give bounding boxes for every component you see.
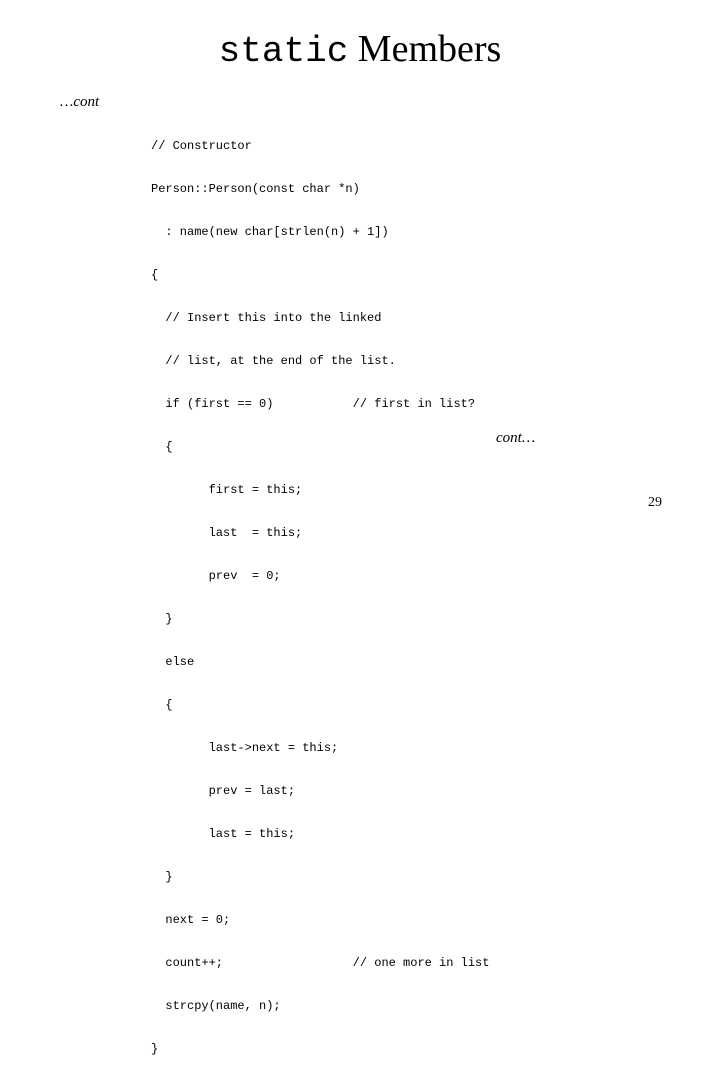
slide-title-text: Members	[357, 28, 502, 70]
code-line: else	[151, 655, 195, 670]
code-line: {	[151, 439, 173, 454]
code-line: strcpy(name, n);	[151, 999, 281, 1014]
code-line: : name(new char[strlen(n) + 1])	[151, 224, 389, 239]
code-line: Person::Person(const char *n)	[151, 181, 360, 196]
code-line: // list, at the end of the list.	[151, 353, 396, 368]
code-line: count++; // one more in list	[151, 956, 490, 971]
code-line: // Insert this into the linked	[151, 310, 382, 325]
code-line: // Constructor	[151, 138, 252, 153]
code-line: last = this;	[151, 827, 296, 842]
code-line: last = this;	[151, 525, 303, 540]
page-number: 29	[648, 495, 662, 510]
continued-marker: …cont	[60, 94, 100, 110]
code-line: if (first == 0) // first in list?	[151, 396, 476, 411]
slide-title	[0, 26, 720, 75]
code-line: next = 0;	[151, 913, 231, 928]
code-line: prev = last;	[151, 784, 296, 799]
code-block	[151, 110, 489, 1071]
code-line: prev = 0;	[151, 569, 281, 583]
continues-marker: cont…	[496, 430, 536, 446]
slide-title-keyword: static	[218, 31, 349, 72]
code-line: last->next = this;	[151, 741, 339, 756]
code-line: {	[151, 698, 173, 713]
code-line: {	[151, 267, 159, 282]
code-line: }	[151, 612, 173, 627]
code-line: first = this;	[151, 482, 303, 497]
code-line: }	[151, 870, 173, 885]
code-line: }	[151, 1042, 159, 1057]
